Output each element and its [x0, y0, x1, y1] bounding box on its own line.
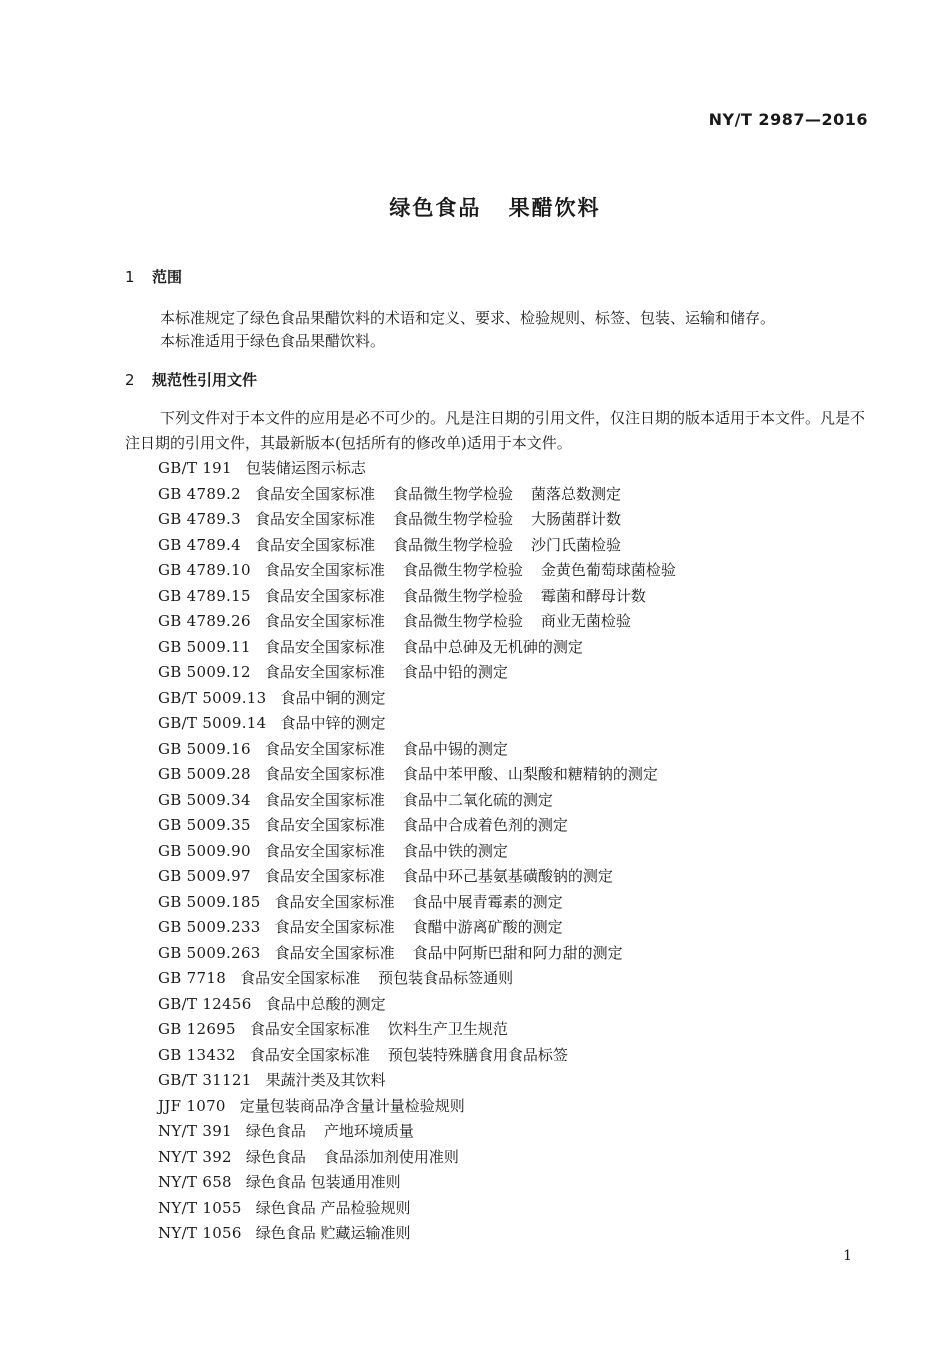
reference-item: [158, 686, 676, 712]
reference-title: 食品中锌的测定: [280, 714, 386, 732]
reference-title: 食品安全国家标准: [264, 612, 385, 630]
reference-code: JJF 1070: [158, 1096, 226, 1115]
reference-item: [158, 558, 676, 584]
reference-item: [158, 839, 676, 865]
reference-title: 食品安全国家标准: [264, 586, 385, 605]
reference-code: GB 4789.2: [158, 484, 241, 503]
reference-code: GB/T 5009.13: [158, 688, 267, 707]
reference-code: GB 7718: [158, 969, 227, 987]
standard-number: NY/T 2987—2016: [708, 110, 868, 129]
reference-title: 食品安全国家标准: [254, 510, 375, 528]
reference-item: [158, 1094, 676, 1120]
reference-title: 食品安全国家标准: [264, 637, 385, 656]
reference-title: 食品安全国家标准: [264, 561, 385, 579]
reference-subtitle: 食品微生物学检验: [402, 586, 523, 605]
reference-title: 食品安全国家标准: [249, 1045, 370, 1064]
reference-item: [158, 1068, 676, 1094]
reference-title: 食品安全国家标准: [264, 816, 385, 834]
reference-title: 食品安全国家标准: [264, 790, 385, 809]
reference-code: NY/T 391: [158, 1122, 232, 1140]
reference-title: 食品安全国家标准: [254, 484, 375, 503]
reference-subtitle: 食品添加剂使用准则: [323, 1147, 459, 1166]
reference-item-title: 商业无菌检验: [540, 612, 631, 630]
reference-item: [158, 635, 676, 661]
reference-title: 食品安全国家标准: [264, 841, 385, 860]
reference-item-title: 霉菌和酵母计数: [540, 586, 646, 605]
reference-code: GB 4789.4: [158, 535, 241, 554]
reference-code: GB 5009.12: [158, 663, 251, 681]
references-intro-paragraph: 下列文件对于本文件的应用是必不可少的。凡是注日期的引用文件，仅注日期的版本适用于本文件。凡是不注日期的引用文件，其最新版本(包括所有的修改单)适用于本文件。: [125, 409, 866, 452]
document-title: 绿色食品 果醋饮料: [389, 196, 601, 220]
reference-subtitle: 食品微生物学检验: [392, 510, 513, 528]
reference-title: 绿色食品 贮藏运输准则: [255, 1224, 411, 1242]
reference-code: NY/T 1055: [158, 1198, 242, 1217]
page-number: 1: [843, 1248, 852, 1264]
reference-title: 食品安全国家标准: [274, 918, 395, 936]
scope-paragraph-2: 本标准适用于绿色食品果醋饮料。: [160, 332, 386, 350]
reference-item: [158, 941, 676, 967]
reference-subtitle: 食醋中游离矿酸的测定: [412, 918, 563, 936]
reference-subtitle: 食品中阿斯巴甜和阿力甜的测定: [412, 943, 623, 962]
reference-subtitle: 食品中环己基氨基磺酸钠的测定: [402, 867, 613, 885]
reference-item: [158, 788, 676, 814]
reference-item: [158, 915, 676, 941]
reference-title: 定量包装商品净含量计量检验规则: [239, 1096, 465, 1115]
reference-code: GB 5009.185: [158, 892, 261, 911]
reference-code: GB 5009.34: [158, 790, 251, 809]
reference-title: 包装储运图示标志: [245, 459, 366, 477]
reference-subtitle: 食品中铅的测定: [402, 663, 508, 681]
reference-title: 绿色食品 包装通用准则: [245, 1173, 401, 1191]
reference-item-title: 大肠菌群计数: [531, 510, 622, 528]
reference-subtitle: 食品中铁的测定: [402, 841, 508, 860]
reference-item: [158, 482, 676, 508]
reference-code: NY/T 1056: [158, 1224, 242, 1242]
reference-subtitle: 食品微生物学检验: [402, 612, 523, 630]
reference-subtitle: 饮料生产卫生规范: [387, 1020, 508, 1038]
reference-item: [158, 507, 676, 533]
reference-title: 食品安全国家标准: [249, 1020, 370, 1038]
reference-code: GB 13432: [158, 1045, 236, 1064]
reference-code: NY/T 392: [158, 1147, 232, 1166]
reference-item: [158, 762, 676, 788]
reference-item: [158, 813, 676, 839]
reference-code: GB 4789.26: [158, 612, 251, 630]
reference-item: [158, 737, 676, 763]
reference-item-title: 沙门氏菌检验: [531, 535, 622, 554]
reference-item: [158, 1043, 676, 1069]
reference-title: 食品中铜的测定: [280, 688, 386, 707]
reference-item-title: 金黄色葡萄球菌检验: [540, 561, 676, 579]
section-title: 范围: [152, 268, 183, 286]
reference-title: 食品安全国家标准: [264, 663, 385, 681]
reference-title: 绿色食品 产品检验规则: [255, 1198, 411, 1217]
reference-item: [158, 1119, 676, 1145]
reference-code: GB/T 31121: [158, 1071, 252, 1089]
reference-item: [158, 1170, 676, 1196]
reference-subtitle: 食品微生物学检验: [392, 484, 513, 503]
reference-code: GB 12695: [158, 1020, 236, 1038]
reference-item: [158, 1221, 676, 1247]
reference-subtitle: 食品中展青霉素的测定: [412, 892, 563, 911]
reference-item: [158, 584, 676, 610]
section-number: 1: [125, 268, 135, 286]
reference-item: [158, 533, 676, 559]
reference-item: [158, 890, 676, 916]
reference-code: GB/T 191: [158, 459, 232, 477]
reference-title: 食品安全国家标准: [240, 969, 361, 987]
section-heading-scope: [125, 266, 182, 287]
reference-code: GB 5009.90: [158, 841, 251, 860]
reference-list: [158, 456, 676, 1247]
reference-code: GB 5009.28: [158, 765, 251, 783]
reference-item: [158, 660, 676, 686]
reference-code: GB 5009.97: [158, 867, 251, 885]
reference-subtitle: 食品中合成着色剂的测定: [402, 816, 568, 834]
reference-title: 食品中总酸的测定: [265, 994, 386, 1013]
reference-item-title: 菌落总数测定: [531, 484, 622, 503]
reference-code: GB 5009.35: [158, 816, 251, 834]
reference-subtitle: 预包装特殊膳食用食品标签: [387, 1045, 568, 1064]
reference-subtitle: 产地环境质量: [323, 1122, 414, 1140]
reference-item: [158, 1145, 676, 1171]
reference-title: 食品安全国家标准: [264, 867, 385, 885]
reference-subtitle: 食品中总砷及无机砷的测定: [402, 637, 583, 656]
reference-subtitle: 食品中苯甲酸、山梨酸和糖精钠的测定: [402, 765, 658, 783]
reference-code: GB 4789.3: [158, 510, 241, 528]
reference-title: 果蔬汁类及其饮料: [265, 1071, 386, 1089]
reference-item: [158, 966, 676, 992]
reference-item: [158, 456, 676, 482]
reference-code: GB/T 12456: [158, 994, 252, 1013]
reference-item: [158, 609, 676, 635]
reference-code: GB 5009.16: [158, 739, 251, 758]
reference-code: GB 5009.11: [158, 637, 251, 656]
reference-subtitle: 预包装食品标签通则: [378, 969, 514, 987]
reference-subtitle: 食品微生物学检验: [392, 535, 513, 554]
reference-title: 食品安全国家标准: [274, 892, 395, 911]
reference-item: [158, 992, 676, 1018]
reference-item: [158, 1017, 676, 1043]
reference-code: GB 5009.233: [158, 918, 261, 936]
reference-title: 食品安全国家标准: [264, 765, 385, 783]
scope-paragraph-1: 本标准规定了绿色食品果醋饮料的术语和定义、要求、检验规则、标签、包装、运输和储存。: [160, 309, 776, 327]
reference-title: 绿色食品: [245, 1147, 306, 1166]
section-title: 规范性引用文件: [152, 371, 258, 389]
reference-code: GB 5009.263: [158, 943, 261, 962]
section-number: 2: [125, 371, 135, 389]
reference-title: 绿色食品: [245, 1122, 306, 1140]
reference-title: 食品安全国家标准: [264, 739, 385, 758]
reference-item: [158, 1196, 676, 1222]
reference-code: NY/T 658: [158, 1173, 232, 1191]
reference-item: [158, 711, 676, 737]
section-heading-normative-references: [125, 369, 257, 390]
reference-title: 食品安全国家标准: [274, 943, 395, 962]
reference-code: GB 4789.15: [158, 586, 251, 605]
reference-code: GB 4789.10: [158, 561, 251, 579]
reference-subtitle: 食品中二氧化硫的测定: [402, 790, 553, 809]
reference-subtitle: 食品中锡的测定: [402, 739, 508, 758]
reference-title: 食品安全国家标准: [254, 535, 375, 554]
reference-subtitle: 食品微生物学检验: [402, 561, 523, 579]
reference-code: GB/T 5009.14: [158, 714, 267, 732]
reference-item: [158, 864, 676, 890]
